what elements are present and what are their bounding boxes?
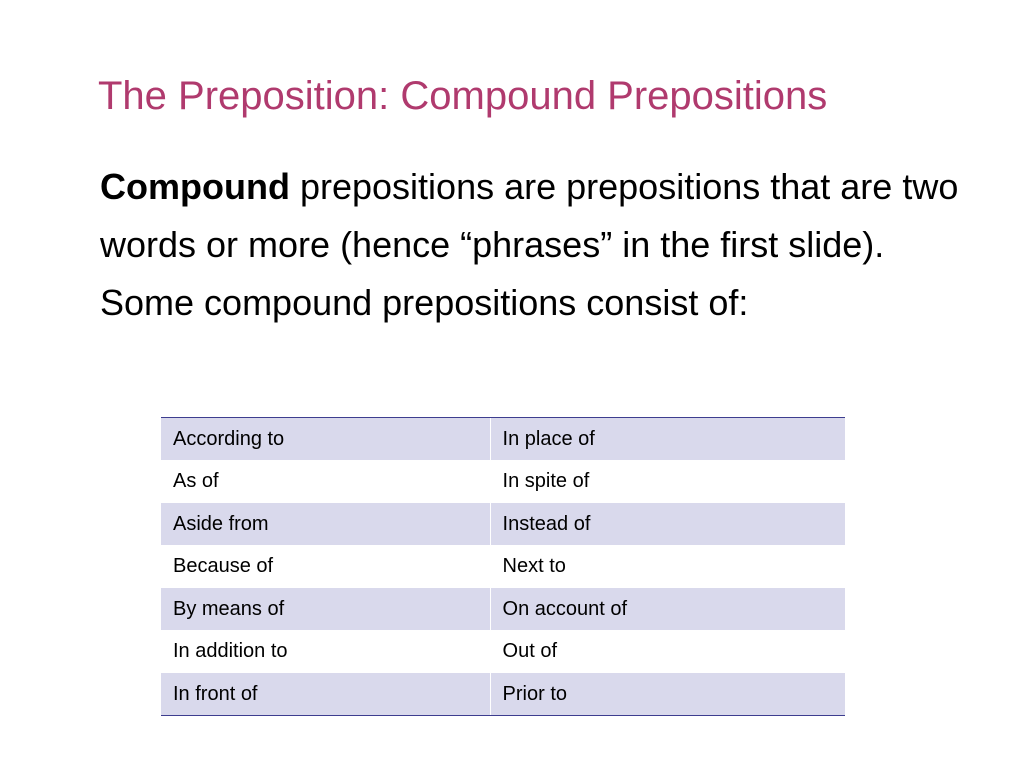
table-cell: Next to [490,545,845,588]
table-cell: In front of [161,673,490,716]
table-cell: By means of [161,588,490,631]
table-row [161,460,845,503]
table-cell: In place of [490,418,845,461]
table-cell: According to [161,418,490,461]
table-row [161,673,845,716]
compound-prepositions-table [161,417,845,716]
table-cell: As of [161,460,490,503]
table-row [161,503,845,546]
table-cell: Instead of [490,503,845,546]
table-row [161,588,845,631]
table-body [161,418,845,716]
table-cell: Out of [490,630,845,673]
body-lead-word: Compound [100,166,290,207]
table-cell: In spite of [490,460,845,503]
table-row [161,630,845,673]
table-row [161,418,845,461]
body-paragraph [100,158,980,332]
table-cell: In addition to [161,630,490,673]
table-cell: Prior to [490,673,845,716]
table-cell: On account of [490,588,845,631]
slide-title: The Preposition: Compound Prepositions [98,74,828,118]
body-text: prepositions are prepositions that are two words or more (hence “phrases” in the first slide). Some compound prepositions consist of: [100,166,959,323]
table-row [161,545,845,588]
table-cell: Because of [161,545,490,588]
table-cell: Aside from [161,503,490,546]
